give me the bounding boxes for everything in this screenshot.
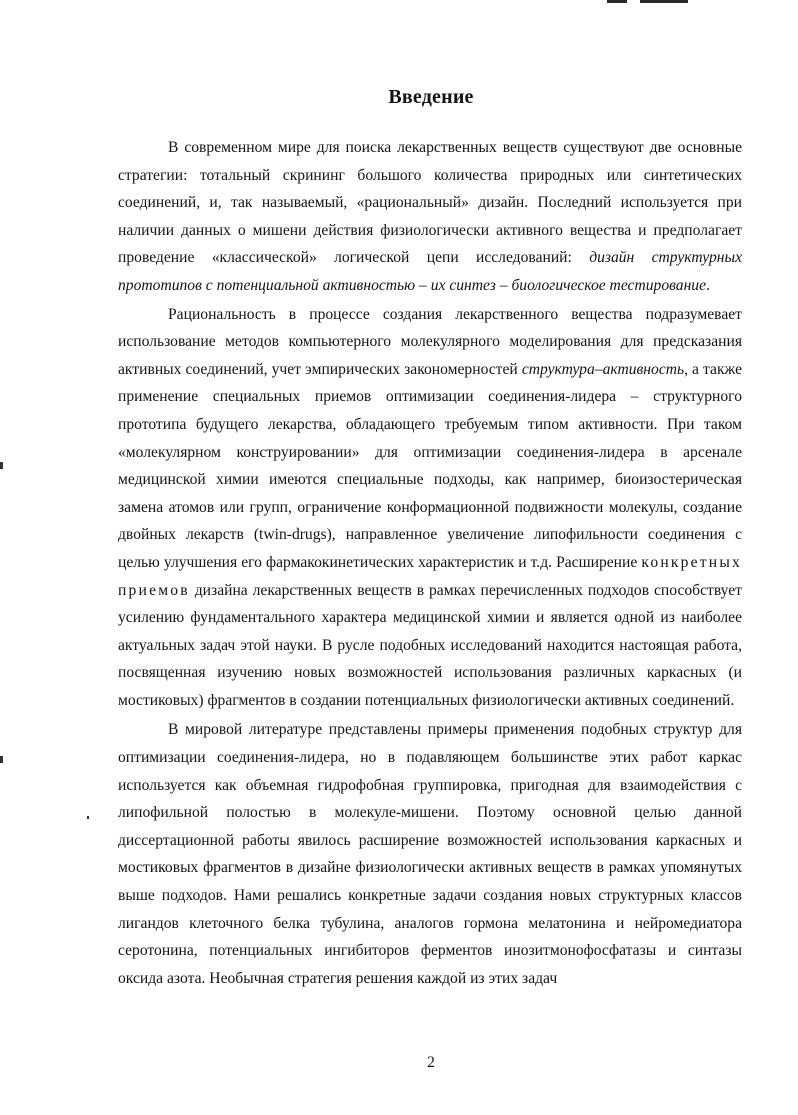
paragraph-2-text-a: Рациональность в процессе создания лекарственного вещества подразумевает использование методов компьютерного молекулярного моделирования для предсказания активных соединений, учет эмпирических закономерностей <box>118 305 742 378</box>
scan-edge-mark <box>0 462 3 469</box>
scan-speck <box>87 816 89 819</box>
paragraph-1 <box>118 134 742 300</box>
spaced-emphasis: конкретных приемов <box>118 553 742 599</box>
emphasis-design-chain: дизайн структурных прототипов с потенциальной активностью – их синтез – биологическое тестирование <box>118 249 742 294</box>
scan-artifact <box>640 0 688 3</box>
body-text <box>118 134 742 992</box>
emphasis-structure-activity: структура–активность <box>521 360 685 378</box>
scan-artifact <box>607 0 627 3</box>
page-title: Введение <box>388 86 474 108</box>
paragraph-3 <box>118 716 742 992</box>
paragraph-1-end: . <box>706 276 710 294</box>
paragraph-2-text-b: , а также применение специальных приемов оптимизации соединения-лидера – структурного прототипа будущего лекарства, обладающего требуемым типом активности. При таком «молекулярном конструировании» для оптимизации соединения-лидера в арсенале медицинской химии имеются специальные подходы, как например, биоизостерическая замена атомов или групп, ограничение конформационной подвижности молекулы, создание двойных лекарств (twin-drugs), направленное увеличение липофильности соединения с целью улучшения его фармакокинетических характеристик и т.д. Расширение <box>118 360 743 571</box>
paragraph-3-text: В мировой литературе представлены примеры применения подобных структур для оптимизации соединения-лидера, но в подавляющем большинстве этих работ каркас используется как объемная гидрофобная группировка, пригодная для взаимодействия с липофильной полостью в молекуле-мишени. Поэтому основной целью данной диссертационной работы явилось расширение возможностей использования каркасных и мостиковых фрагментов в дизайне физиологически активных веществ в рамках упомянутых выше подходов. Нами решались конкретные задачи создания новых структурных классов лигандов клеточного белка тубулина, аналогов гормона мелатонина и нейромедиатора серотонина, потенциальных ингибиторов ферментов инозитмонофосфатазы и синтазы оксида азота. Необычная стратегия решения каждой из этих задач <box>118 721 742 987</box>
paragraph-1-text: В современном мире для поиска лекарственных веществ существуют две основные стратегии: тотальный скрининг большого количества природных или синтетических соединений, и, так называемый, «рациональный» дизайн. Последний используется при наличии данных о мишени действия физиологически активного вещества и предполагает проведение «классической» логической цепи исследований: <box>118 139 742 267</box>
scan-edge-mark <box>0 756 3 763</box>
page-number: 2 <box>427 1054 435 1071</box>
paragraph-2-text-c: дизайна лекарственных веществ в рамках перечисленных подходов способствует усилению фундаментального характера медицинской химии и является одной из наиболее актуальных задач этой науки. В русле подобных исследований находится настоящая работа, посвященная изучению новых возможностей использования различных каркасных (и мостиковых) фрагментов в создании потенциальных физиологически активных соединений. <box>118 581 742 709</box>
paragraph-2 <box>118 301 742 715</box>
